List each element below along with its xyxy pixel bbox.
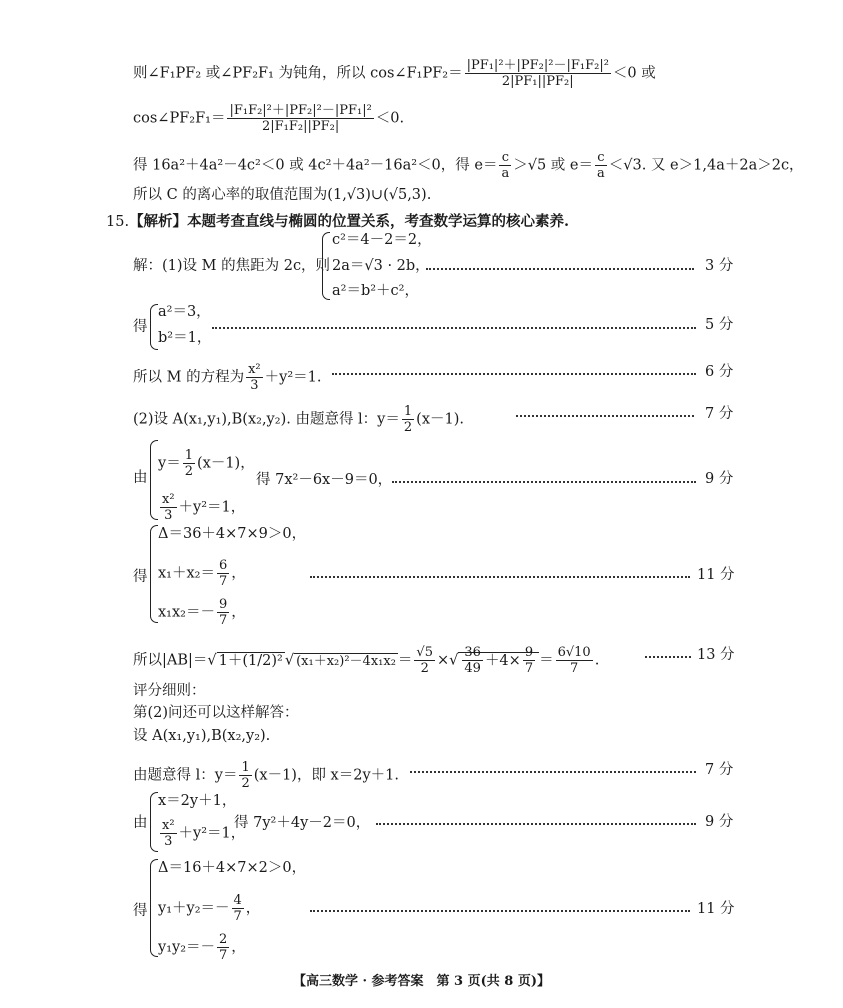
text-segment: cos∠PF₂F₁＝: [133, 110, 226, 127]
text-segment: ＝: [397, 652, 413, 669]
fraction-denominator: 7: [233, 909, 242, 924]
system-row: c²＝4－2＝2，: [332, 232, 432, 248]
fraction: [227, 103, 373, 134]
fraction-denominator: 2: [420, 661, 429, 676]
text-line: 得: [133, 319, 148, 335]
text-segment: ＋4×: [484, 652, 521, 669]
text-segment: 得 7x²－6x－9＝0，: [256, 472, 393, 488]
text-segment: ＋y²＝1，: [178, 499, 246, 516]
score-label: 7 分: [705, 406, 734, 422]
leader-dots: [410, 771, 696, 773]
system-row: [158, 818, 245, 849]
text-segment: ×: [436, 652, 450, 669]
system-row: a²＝3，: [158, 304, 211, 320]
text-line: [133, 760, 399, 791]
text-segment: ＞√5 或 e＝: [513, 157, 593, 174]
fraction-numerator: 9: [218, 597, 228, 612]
score-label: 13 分: [697, 647, 735, 663]
fraction-denominator: 3: [164, 834, 173, 849]
analysis-tag: 【解析】: [129, 213, 188, 230]
text-line: [133, 362, 321, 393]
fraction-denominator: 2|F₁F₂||PF₂|: [262, 119, 340, 134]
score-label: 11 分: [697, 567, 735, 583]
text-segment: x₁x₂＝－: [158, 604, 215, 621]
fraction-numerator: c: [499, 150, 511, 166]
score-label: 9 分: [705, 814, 734, 830]
leader-dots: [310, 576, 690, 578]
left-brace: [150, 859, 158, 957]
text-segment: ＜0 或: [612, 65, 656, 82]
fraction: [239, 760, 251, 791]
fraction: [414, 645, 435, 676]
fraction-denominator: 7: [218, 574, 228, 589]
text-segment: 由题意得 l：y＝: [133, 767, 238, 784]
text-line: 评分细则：: [133, 683, 206, 699]
question-header: [106, 212, 569, 232]
text-line: 所以 C 的离心率的取值范围为(1,√3)∪(√5,3).: [133, 187, 432, 203]
fraction-denominator: 2: [241, 776, 250, 791]
question-number: 15.: [106, 214, 130, 230]
text-segment: ＜√3. 又 e＞1,4a＋2a＞2c，: [608, 157, 804, 174]
text-segment: ＝: [539, 652, 554, 669]
leader-dots: [645, 656, 691, 658]
fraction-denominator: a: [597, 166, 605, 181]
text-line: [133, 404, 464, 435]
sqrt-radicand: (x₁＋x₂)²－4x₁x₂: [296, 653, 396, 669]
leader-dots: [310, 910, 690, 912]
fraction: [217, 597, 229, 628]
fraction-denominator: 7: [570, 661, 579, 676]
fraction-numerator: c: [595, 150, 607, 166]
sqrt-symbol: √: [449, 652, 459, 669]
score-label: 11 分: [697, 901, 735, 917]
fraction-denominator: 7: [218, 613, 228, 628]
leader-dots: [392, 481, 696, 483]
fraction-numerator: √5: [416, 645, 433, 660]
leader-dots: [212, 327, 696, 329]
page-footer: 【高三数学 · 参考答案 第 3 页(共 8 页)】: [292, 974, 551, 989]
fraction-numerator: 1: [403, 404, 413, 419]
fraction: [523, 645, 535, 676]
sqrt-radicand: [458, 645, 539, 676]
fraction-numerator: 1: [184, 448, 193, 463]
text-segment: ＋y²＝1，: [178, 825, 246, 842]
system-row: [158, 893, 260, 924]
fraction-numerator: x²: [248, 362, 261, 377]
leader-dots: [332, 373, 696, 375]
fraction: [595, 150, 607, 181]
score-label: 9 分: [705, 471, 734, 487]
text-segment: 所以 M 的方程为: [133, 369, 245, 386]
text-segment: y＝: [158, 455, 181, 472]
text-segment: x₁＋x₂＝: [158, 565, 215, 582]
fraction: [465, 58, 611, 89]
fraction: [160, 492, 177, 523]
fraction-numerator: 9: [524, 645, 534, 660]
fraction-numerator: 6√10: [557, 645, 591, 660]
fraction: [160, 818, 177, 849]
system-row: [158, 597, 246, 628]
fraction-numerator: 2: [219, 932, 228, 947]
fraction-numerator: x²: [162, 492, 175, 507]
fraction: [402, 404, 414, 435]
system-row: b²＝1，: [158, 330, 212, 346]
fraction-denominator: 2: [403, 420, 413, 435]
fraction-numerator: x²: [162, 818, 175, 833]
fraction-denominator: 3: [164, 508, 173, 523]
text-segment: .: [594, 652, 600, 669]
text-segment: y₁＋y₂＝－: [158, 900, 230, 917]
text-line: 设 A(x₁,y₁),B(x₂,y₂).: [133, 728, 271, 744]
leader-dots: [376, 823, 696, 825]
sqrt-symbol: √: [284, 652, 295, 669]
system-row: a²＝b²＋c²，: [332, 283, 419, 299]
left-brace: [150, 304, 158, 350]
left-brace: [150, 792, 158, 852]
fraction-denominator: 49: [464, 661, 481, 676]
system-row: x＝2y＋1，: [158, 793, 237, 809]
text-segment: 得 16a²＋4a²－4c²＜0 或 4c²＋4a²－16a²＜0，得 e＝: [133, 157, 498, 174]
text-segment: y₁y₂＝－: [158, 939, 216, 956]
text-segment: 则∠F₁PF₂ 或∠PF₂F₁ 为钝角，所以 cos∠F₁PF₂＝: [133, 65, 463, 82]
fraction-denominator: 7: [219, 948, 228, 963]
fraction-numerator: 36: [464, 645, 481, 660]
text-segment: 得 7y²＋4y－2＝0，: [234, 815, 371, 831]
question-description: 本题考查直线与椭圆的位置关系，考查数学运算的核心素养.: [187, 213, 570, 230]
text-segment: ＋y²＝1.: [264, 369, 322, 386]
fraction-denominator: 7: [524, 661, 534, 676]
fraction-denominator: a: [501, 166, 510, 181]
text-segment: ＜0.: [375, 110, 405, 127]
text-segment: ，: [231, 565, 246, 582]
text-line: 得: [133, 903, 148, 919]
text-segment: (x－1).: [416, 411, 464, 428]
fraction-numerator: 1: [241, 760, 250, 775]
text-line: [133, 58, 656, 89]
score-label: 7 分: [705, 762, 734, 778]
fraction: [556, 645, 593, 676]
text-segment: (2)设 A(x₁,y₁),B(x₂,y₂). 由题意得 l：y＝: [133, 411, 400, 428]
text-line: 由: [133, 470, 148, 486]
fraction-numerator: 4: [233, 893, 242, 908]
text-segment: ，: [245, 900, 261, 917]
sqrt-symbol: √: [207, 652, 217, 669]
left-brace: [322, 232, 330, 300]
score-label: 6 分: [705, 364, 734, 380]
fraction-denominator: 2: [184, 464, 193, 479]
fraction: [246, 362, 263, 393]
system-row: 2a＝√3 · 2b，: [332, 258, 430, 274]
system-row: [158, 448, 255, 479]
fraction: [499, 150, 511, 181]
text-line: [133, 150, 804, 181]
text-line: 得: [133, 569, 148, 585]
text-segment: ，: [231, 604, 246, 621]
fraction-numerator: 6: [218, 558, 228, 573]
system-row: [158, 558, 246, 589]
system-row: Δ＝36＋4×7×9＞0，: [158, 526, 307, 542]
text-segment: ，: [231, 939, 246, 956]
text-line: 解：(1)设 M 的焦距为 2c，则: [133, 258, 331, 274]
text-line: [133, 103, 404, 134]
text-line: [133, 645, 599, 676]
text-line: 第(2)问还可以这样解答：: [133, 705, 299, 721]
system-row: [158, 932, 246, 963]
text-segment: 所以|AB|＝: [133, 652, 208, 669]
leader-dots: [516, 415, 694, 417]
fraction-denominator: 3: [250, 378, 259, 393]
fraction-numerator: |PF₁|²＋|PF₂|²－|F₁F₂|²: [466, 58, 609, 73]
text-segment: (x－1)，: [196, 455, 255, 472]
left-brace: [150, 525, 158, 623]
system-row: [158, 492, 245, 523]
fraction-numerator: |F₁F₂|²＋|PF₂|²－|PF₁|²: [229, 103, 372, 118]
score-label: 3 分: [705, 258, 734, 274]
leader-dots: [426, 268, 694, 270]
fraction-denominator: 2|PF₁||PF₂|: [501, 74, 574, 89]
fraction: [217, 932, 229, 963]
fraction: [232, 893, 244, 924]
fraction: [183, 448, 195, 479]
score-label: 5 分: [705, 317, 734, 333]
left-brace: [150, 440, 158, 520]
text-line: 由: [133, 815, 148, 831]
sqrt-radicand: 1＋(1/2)²: [218, 652, 283, 669]
text-segment: (x－1)，即 x＝2y＋1.: [253, 767, 399, 784]
system-row: Δ＝16＋4×7×2＞0，: [158, 860, 307, 876]
fraction: [462, 645, 483, 676]
fraction: [217, 558, 229, 589]
